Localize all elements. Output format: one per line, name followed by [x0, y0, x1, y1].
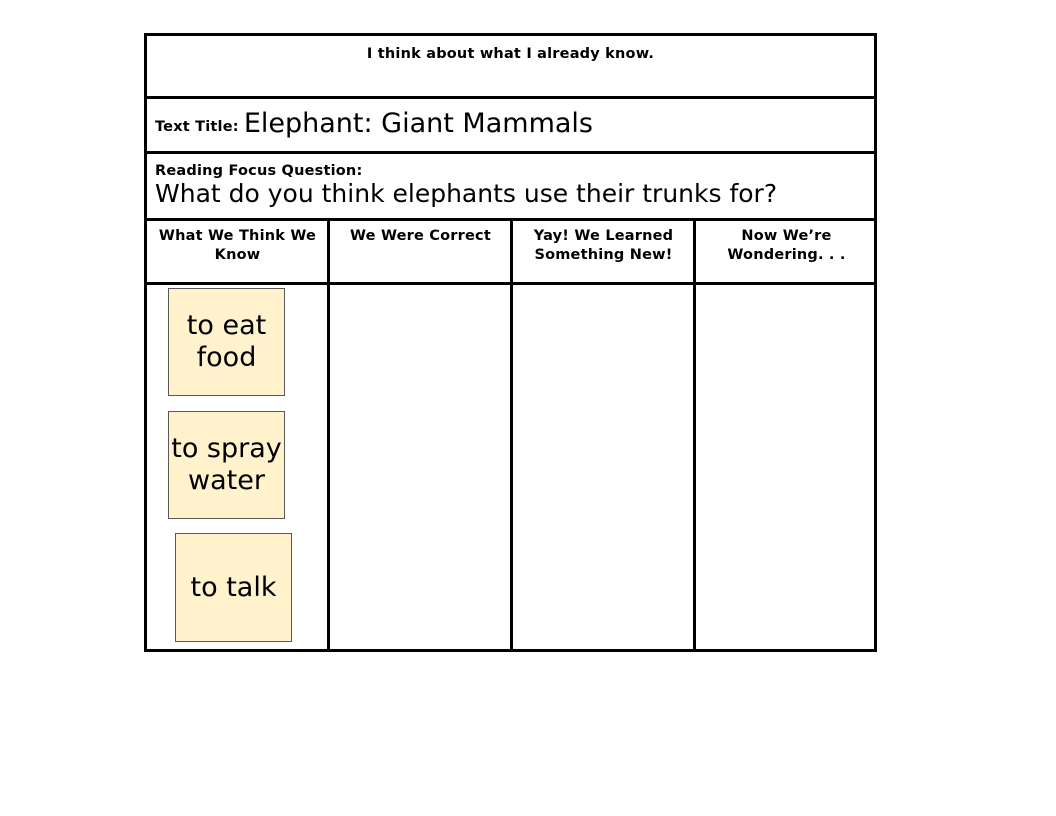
- text-title-label: Text Title:: [155, 119, 239, 135]
- text-title-row: [147, 99, 874, 154]
- chart-heading: I think about what I already know.: [366, 46, 655, 62]
- column-divider: [327, 221, 330, 649]
- focus-question-text[interactable]: What do you think elephants use their trunks for?: [155, 179, 778, 208]
- focus-question-row: [147, 154, 874, 221]
- column-header-think-we-know: What We Think We Know: [158, 228, 317, 263]
- focus-question-label: Reading Focus Question:: [155, 163, 363, 179]
- column-divider: [510, 221, 513, 649]
- chart-heading-row: [147, 36, 874, 99]
- kwl-chart: [144, 33, 877, 652]
- column-header-learned-new: Yay! We Learned Something New!: [533, 228, 674, 263]
- sticky-note[interactable]: to talk: [175, 533, 292, 642]
- sticky-note[interactable]: to spray water: [168, 411, 285, 519]
- sticky-note[interactable]: to eat food: [168, 288, 285, 396]
- column-header-wondering: Now We’re Wondering. . .: [727, 228, 846, 263]
- column-divider: [693, 221, 696, 649]
- column-header-were-correct: We Were Correct: [350, 228, 491, 244]
- text-title-value[interactable]: Elephant: Giant Mammals: [243, 108, 593, 139]
